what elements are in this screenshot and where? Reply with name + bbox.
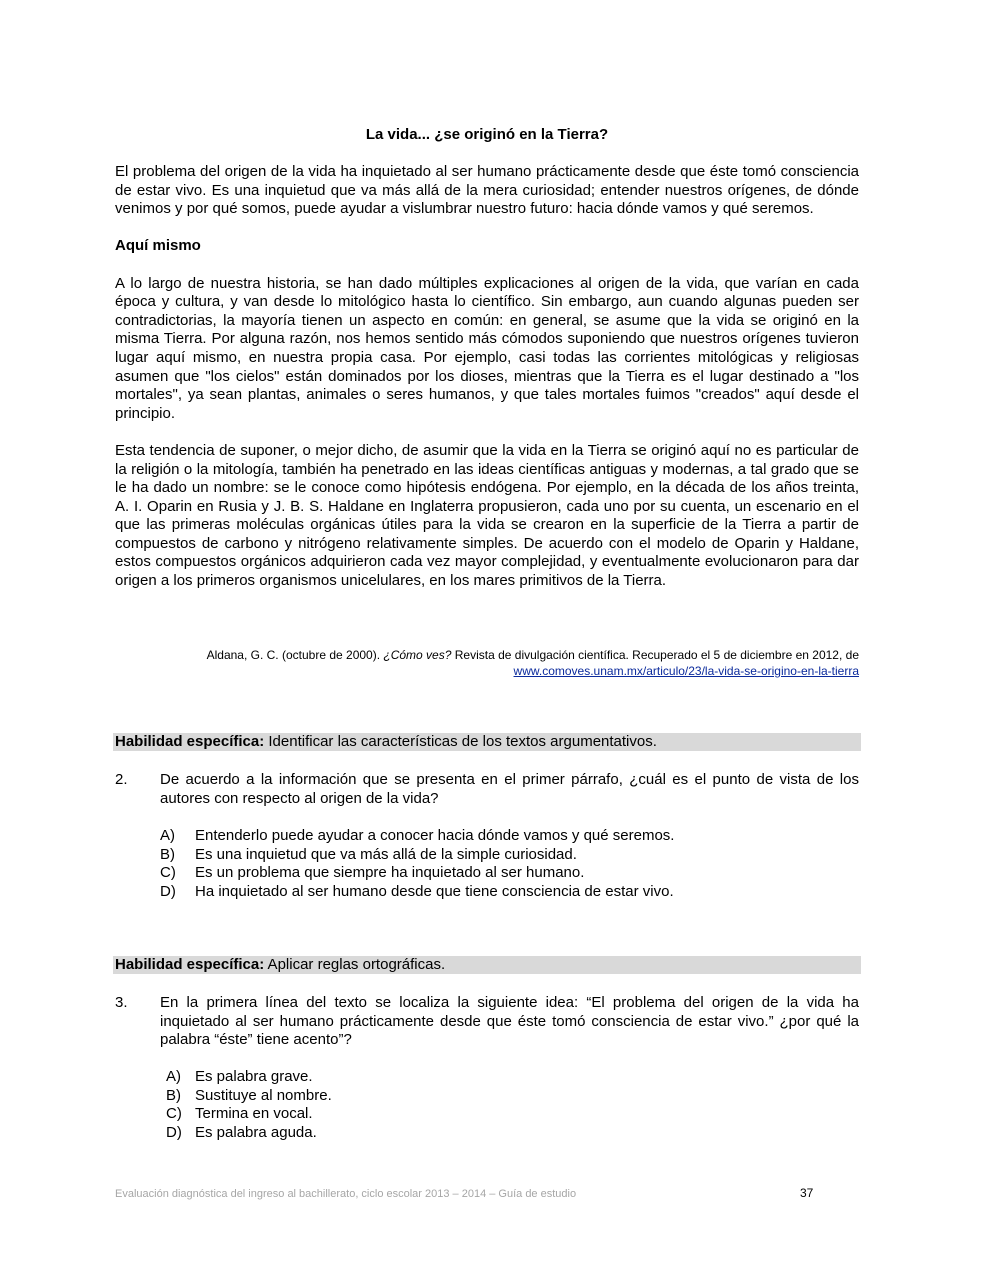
paragraph-2: A lo largo de nuestra historia, se han dado múltiples explicaciones al origen de la vida, que varían en cada época y cultura, y van desde lo mitológico hasta lo científico. Sin embargo, aun cuando algunas pueden ser contradictorias, la mayoría tienen un aspecto en común: en general, se asume que la vida se originó en la misma Tierra. Por alguna razón, nos hemos sentido más cómodos suponiendo que nuestros orígenes tuvieron lugar aquí mismo, en nuestra propia casa. Por ejemplo, casi todas las corrientes mitológicas y religiosas asumen que "los cielos" están dominados por los dioses, mientras que la Tierra es el lugar destinado a "los mortales", ya sean plantas, animales o seres humanos, y que tales mortales fuimos "creados" aquí desde el principio.: [115, 274, 859, 422]
option-d[interactable]: D) Es palabra aguda.: [166, 1123, 317, 1141]
question-stem: De acuerdo a la información que se presenta en el primer párrafo, ¿cuál es el punto de vista de los autores con respecto al origen de la vida?: [160, 771, 859, 807]
question-number: 2.: [115, 771, 128, 788]
paragraph-3: Esta tendencia de suponer, o mejor dicho, de asumir que la vida en la Tierra se originó aquí no es particular de la religión o la mitología, también ha penetrado en las ideas científicas antiguas y modernas, a tal grado que se le ha dado un nombre: se le conoce como hipótesis endógena. Por ejemplo, en la década de los años treinta, A. I. Oparin en Rusia y J. B. S. Haldane en Inglaterra propusieron, cada uno por su cuenta, un escenario en el que las primeras moléculas orgánicas útiles para la vida se crearon en la superficie de la Tierra a partir de compuestos de carbono y nitrógeno relativamente simples. De acuerdo con el modelo de Oparin y Haldane, estos compuestos orgánicos adquirieron cada vez mayor complejidad, y eventualmente evolucionaron para dar origen a los primeros organismos unicelulares, en los mares primitivos de la Tierra.: [115, 441, 859, 590]
question-2: [115, 771, 859, 808]
citation-suffix: Revista de divulgación científica. Recuperado el 5 de diciembre en 2012, de: [451, 648, 859, 662]
skill-banner-q2: [113, 733, 861, 751]
question-number: 3.: [115, 994, 128, 1011]
question-3: [115, 994, 859, 1050]
option-c[interactable]: C) Termina en vocal.: [166, 1105, 313, 1122]
options-q2: [160, 827, 674, 901]
options-q3: [166, 1068, 332, 1142]
option-b[interactable]: B) Sustituye al nombre.: [166, 1086, 332, 1104]
skill-text: Identificar las características de los textos argumentativos.: [264, 733, 657, 750]
option-b[interactable]: B) Es una inquietud que va más allá de la simple curiosidad.: [160, 845, 577, 863]
page-footer: Evaluación diagnóstica del ingreso al bachillerato, ciclo escolar 2013 – 2014 – Guía de estudio: [115, 1188, 577, 1200]
reading-title: La vida... ¿se originó en la Tierra?: [365, 126, 609, 143]
reading-body: [115, 163, 859, 591]
option-c[interactable]: C) Es un problema que siempre ha inquietado al ser humano.: [160, 864, 585, 881]
citation: [115, 647, 859, 679]
option-a[interactable]: A) Es palabra grave.: [166, 1068, 313, 1085]
citation-prefix: Aldana, G. C. (octubre de 2000).: [206, 648, 384, 662]
option-d[interactable]: D) Ha inquietado al ser humano desde que tiene consciencia de estar vivo.: [160, 882, 674, 900]
skill-label: Habilidad específica:: [115, 733, 265, 750]
skill-text: Aplicar reglas ortográficas.: [264, 956, 446, 973]
question-stem: En la primera línea del texto se localiza la siguiente idea: “El problema del origen de la vida ha inquietado al ser humano prácticamente desde que éste tomó consciencia de estar vivo.” ¿por qué la palabra “éste” tiene acento”?: [160, 994, 859, 1049]
intro-paragraph: El problema del origen de la vida ha inquietado al ser humano prácticamente desde que éste tomó consciencia de estar vivo. Es una inquietud que va más allá de la mera curiosidad; entender nuestros orígenes, de dónde venimos y por qué somos, puede ayudar a vislumbrar nuestro futuro: hacia dónde vamos y qué seremos.: [115, 163, 859, 218]
citation-journal: ¿Cómo ves?: [383, 648, 452, 662]
page-number: 37: [800, 1186, 814, 1200]
skill-banner-q3: [113, 956, 861, 974]
option-a[interactable]: A) Entenderlo puede ayudar a conocer hacia dónde vamos y qué seremos.: [160, 827, 675, 844]
citation-link[interactable]: www.comoves.unam.mx/articulo/23/la-vida-se-origino-en-la-tierra: [513, 664, 859, 678]
section-heading: Aquí mismo: [115, 237, 201, 255]
skill-label: Habilidad específica:: [115, 956, 265, 973]
